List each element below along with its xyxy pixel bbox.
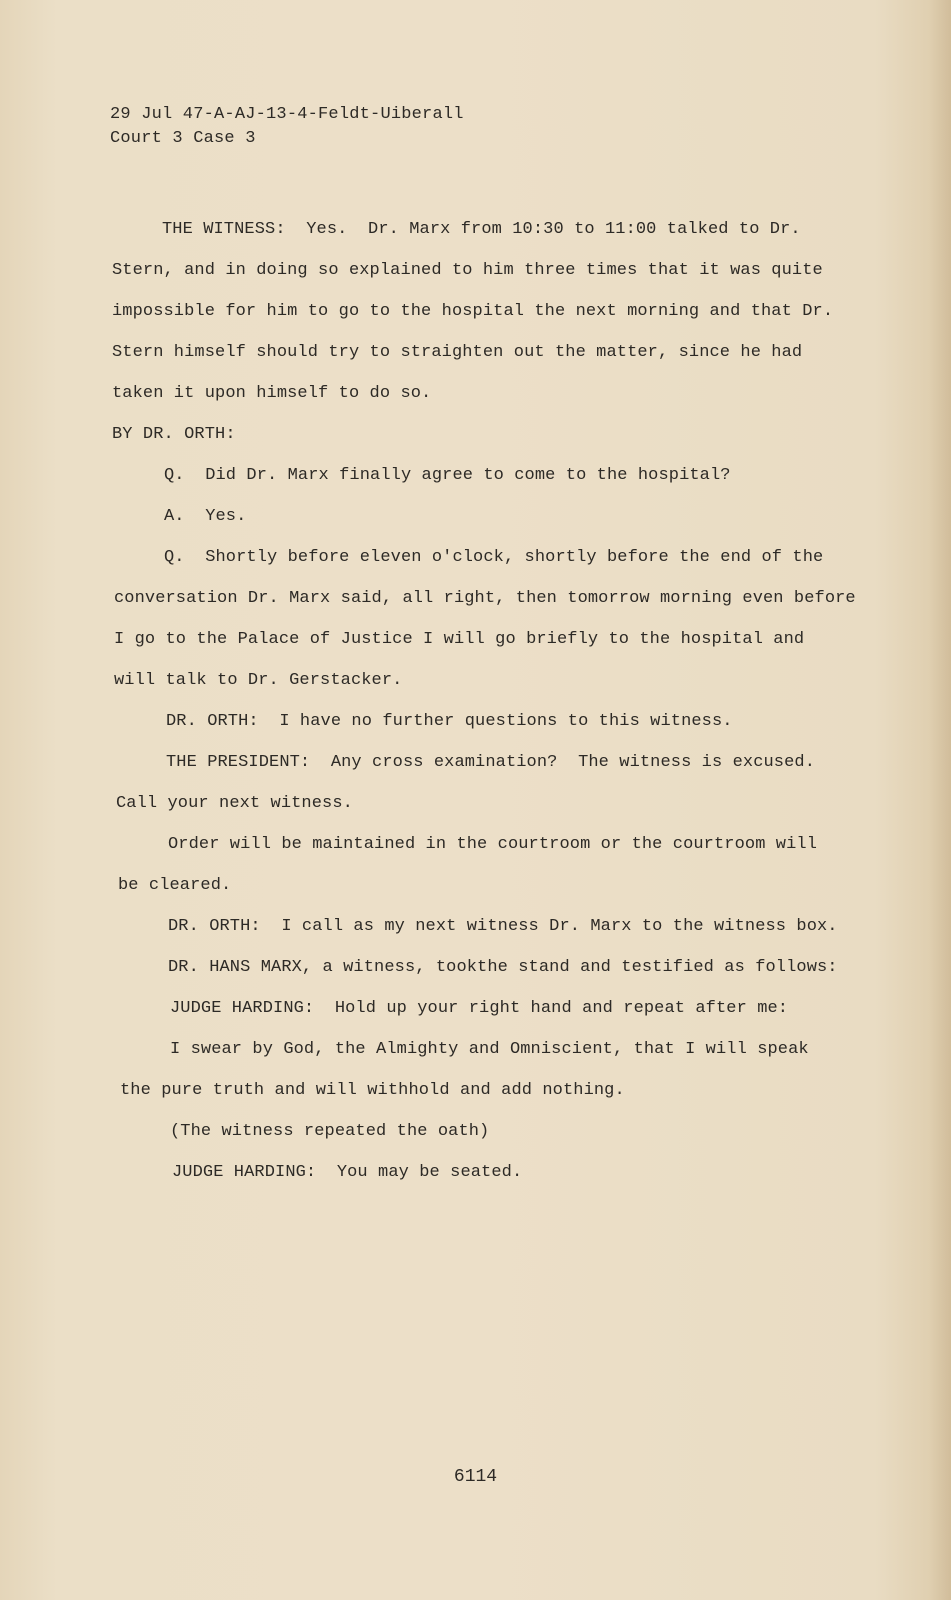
transcript-line: I go to the Palace of Justice I will go briefly to the hospital and	[114, 630, 805, 649]
transcript-question: Q. Shortly before eleven o'clock, shortly before the end of the	[164, 548, 824, 567]
transcript-line: be cleared.	[118, 876, 232, 895]
header-reference: 29 Jul 47-A-AJ-13-4-Feldt-Uiberall	[110, 105, 464, 124]
transcript-line: DR. HANS MARX, a witness, tookthe stand and testified as follows:	[168, 958, 838, 977]
transcript-line: Call your next witness.	[116, 794, 353, 813]
transcript-line: will talk to Dr. Gerstacker.	[114, 671, 403, 690]
transcript-answer: A. Yes.	[164, 507, 247, 526]
header-court-case: Court 3 Case 3	[110, 129, 256, 148]
examiner-heading: BY DR. ORTH:	[112, 425, 236, 444]
transcript-line: DR. ORTH: I have no further questions to this witness.	[166, 712, 733, 731]
transcript-line: JUDGE HARDING: Hold up your right hand and repeat after me:	[170, 999, 789, 1018]
transcript-line: the pure truth and will withhold and add nothing.	[120, 1081, 625, 1100]
transcript-line: Stern, and in doing so explained to him three times that it was quite	[112, 261, 823, 280]
document-header	[110, 103, 464, 151]
transcript-line: conversation Dr. Marx said, all right, then tomorrow morning even before	[114, 589, 856, 608]
transcript-line: I swear by God, the Almighty and Omniscient, that I will speak	[170, 1040, 809, 1059]
transcript-line: JUDGE HARDING: You may be seated.	[172, 1163, 523, 1182]
transcript-line: THE WITNESS: Yes. Dr. Marx from 10:30 to 11:00 talked to Dr.	[162, 220, 801, 239]
page-number: 6114	[453, 1467, 498, 1487]
page-edge-shadow	[929, 0, 951, 1600]
transcript-line: Stern himself should try to straighten out the matter, since he had	[112, 343, 803, 362]
transcript-line: (The witness repeated the oath)	[170, 1122, 490, 1141]
transcript-line: Order will be maintained in the courtroom or the courtroom will	[168, 835, 818, 854]
transcript-line: THE PRESIDENT: Any cross examination? The witness is excused.	[166, 753, 816, 772]
transcript-line: impossible for him to go to the hospital the next morning and that Dr.	[112, 302, 834, 321]
transcript-line: DR. ORTH: I call as my next witness Dr. Marx to the witness box.	[168, 917, 838, 936]
transcript-line: taken it upon himself to do so.	[112, 384, 432, 403]
transcript-question: Q. Did Dr. Marx finally agree to come to the hospital?	[164, 466, 731, 485]
